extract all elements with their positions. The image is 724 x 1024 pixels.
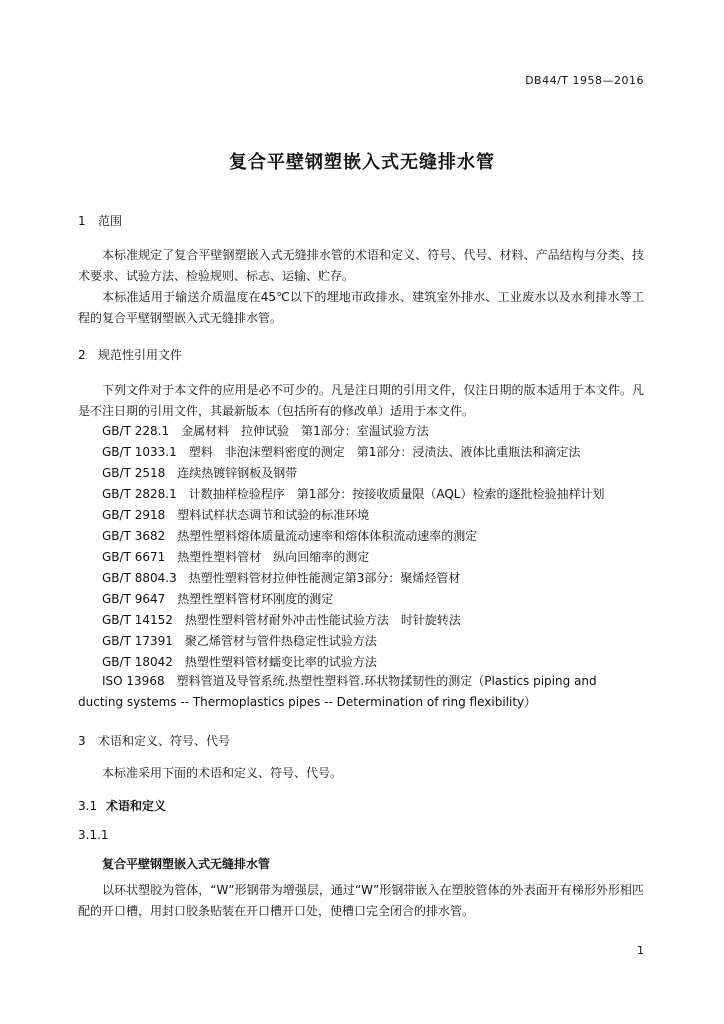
reference-item: GB/T 2828.1 计数抽样检验程序 第1部分：按接收质量限（AQL）检索的逐批检验抽样计划: [102, 487, 605, 501]
reference-item: GB/T 9647 热塑性塑料管材环刚度的测定: [102, 592, 334, 606]
scope-paragraph: 本标准适用于输送介质温度在45℃以下的埋地市政排水、建筑室外排水、工业废水以及水利排水等工程的复合平壁钢塑嵌入式无缝排水管。: [78, 290, 644, 325]
section-title: 范围: [98, 214, 123, 228]
item-number: 3.1.1: [78, 828, 109, 842]
subsection-number: 3.1: [78, 799, 98, 813]
section-2-heading: [78, 346, 182, 363]
terms-intro: 本标准采用下面的术语和定义、符号、代号。: [102, 766, 343, 780]
reference-item: GB/T 228.1 金属材料 拉伸试验 第1部分：室温试验方法: [102, 424, 429, 438]
reference-item: GB/T 1033.1 塑料 非泡沫塑料密度的测定 第1部分：浸渍法、液体比重瓶法和滴定法: [102, 445, 581, 459]
page-number: 1: [637, 944, 644, 957]
section-title: 规范性引用文件: [98, 348, 183, 362]
section-number: 3: [78, 734, 86, 748]
subsection-title: 术语和定义: [106, 799, 167, 813]
reference-item: GB/T 6671 热塑性塑料管材 纵向回缩率的测定: [102, 550, 370, 564]
term-title: 复合平壁钢塑嵌入式无缝排水管: [102, 857, 271, 871]
reference-item: GB/T 3682 热塑性塑料熔体质量流动速率和熔体体积流动速率的测定: [102, 529, 478, 543]
reference-item-iso: ISO 13968 塑料管道及导管系统.热塑性塑料管.环状物揉韧性的测定（Plastics piping and ducting systems -- Thermoplastics pipes -- Determination of ring flexibility）: [78, 674, 597, 709]
section-1-heading: [78, 212, 122, 229]
section-number: 1: [78, 214, 86, 228]
reference-item: GB/T 2918 塑料试样状态调节和试验的标准环境: [102, 508, 370, 522]
term-definition: 以环状塑胶为管体，“W”形钢带为增强层，通过“W”形钢带嵌入在塑胶管体的外表面开有梯形外形相匹配的开口槽，用封口胶条贴装在开口槽开口处，使槽口完全闭合的排水管。: [78, 883, 644, 918]
references-intro: 下列文件对于本文件的应用是必不可少的。凡是注日期的引用文件，仅注日期的版本适用于本文件。凡是不注日期的引用文件，其最新版本（包括所有的修改单）适用于本文件。: [78, 383, 644, 418]
reference-item: GB/T 18042 热塑性塑料管材蠕变比率的试验方法: [102, 655, 377, 669]
standard-number: DB44/T 1958—2016: [525, 74, 644, 87]
section-title: 术语和定义、符号、代号: [98, 734, 231, 748]
reference-item: GB/T 14152 热塑性塑料管材耐外冲击性能试验方法 时针旋转法: [102, 613, 461, 627]
document-title: 复合平壁钢塑嵌入式无缝排水管: [229, 152, 495, 173]
reference-item: GB/T 8804.3 热塑性塑料管材拉伸性能测定第3部分：聚烯烃管材: [102, 571, 461, 585]
reference-item: GB/T 2518 连续热镀锌钢板及钢带: [102, 466, 298, 480]
section-number: 2: [78, 348, 86, 362]
scope-paragraph: 本标准规定了复合平壁钢塑嵌入式无缝排水管的术语和定义、符号、代号、材料、产品结构与分类、技术要求、试验方法、检验规则、标志、运输、贮存。: [78, 248, 644, 283]
subsection-3-1-heading: [78, 797, 166, 814]
reference-item: GB/T 17391 聚乙烯管材与管件热稳定性试验方法: [102, 634, 377, 648]
section-3-heading: [78, 732, 230, 749]
